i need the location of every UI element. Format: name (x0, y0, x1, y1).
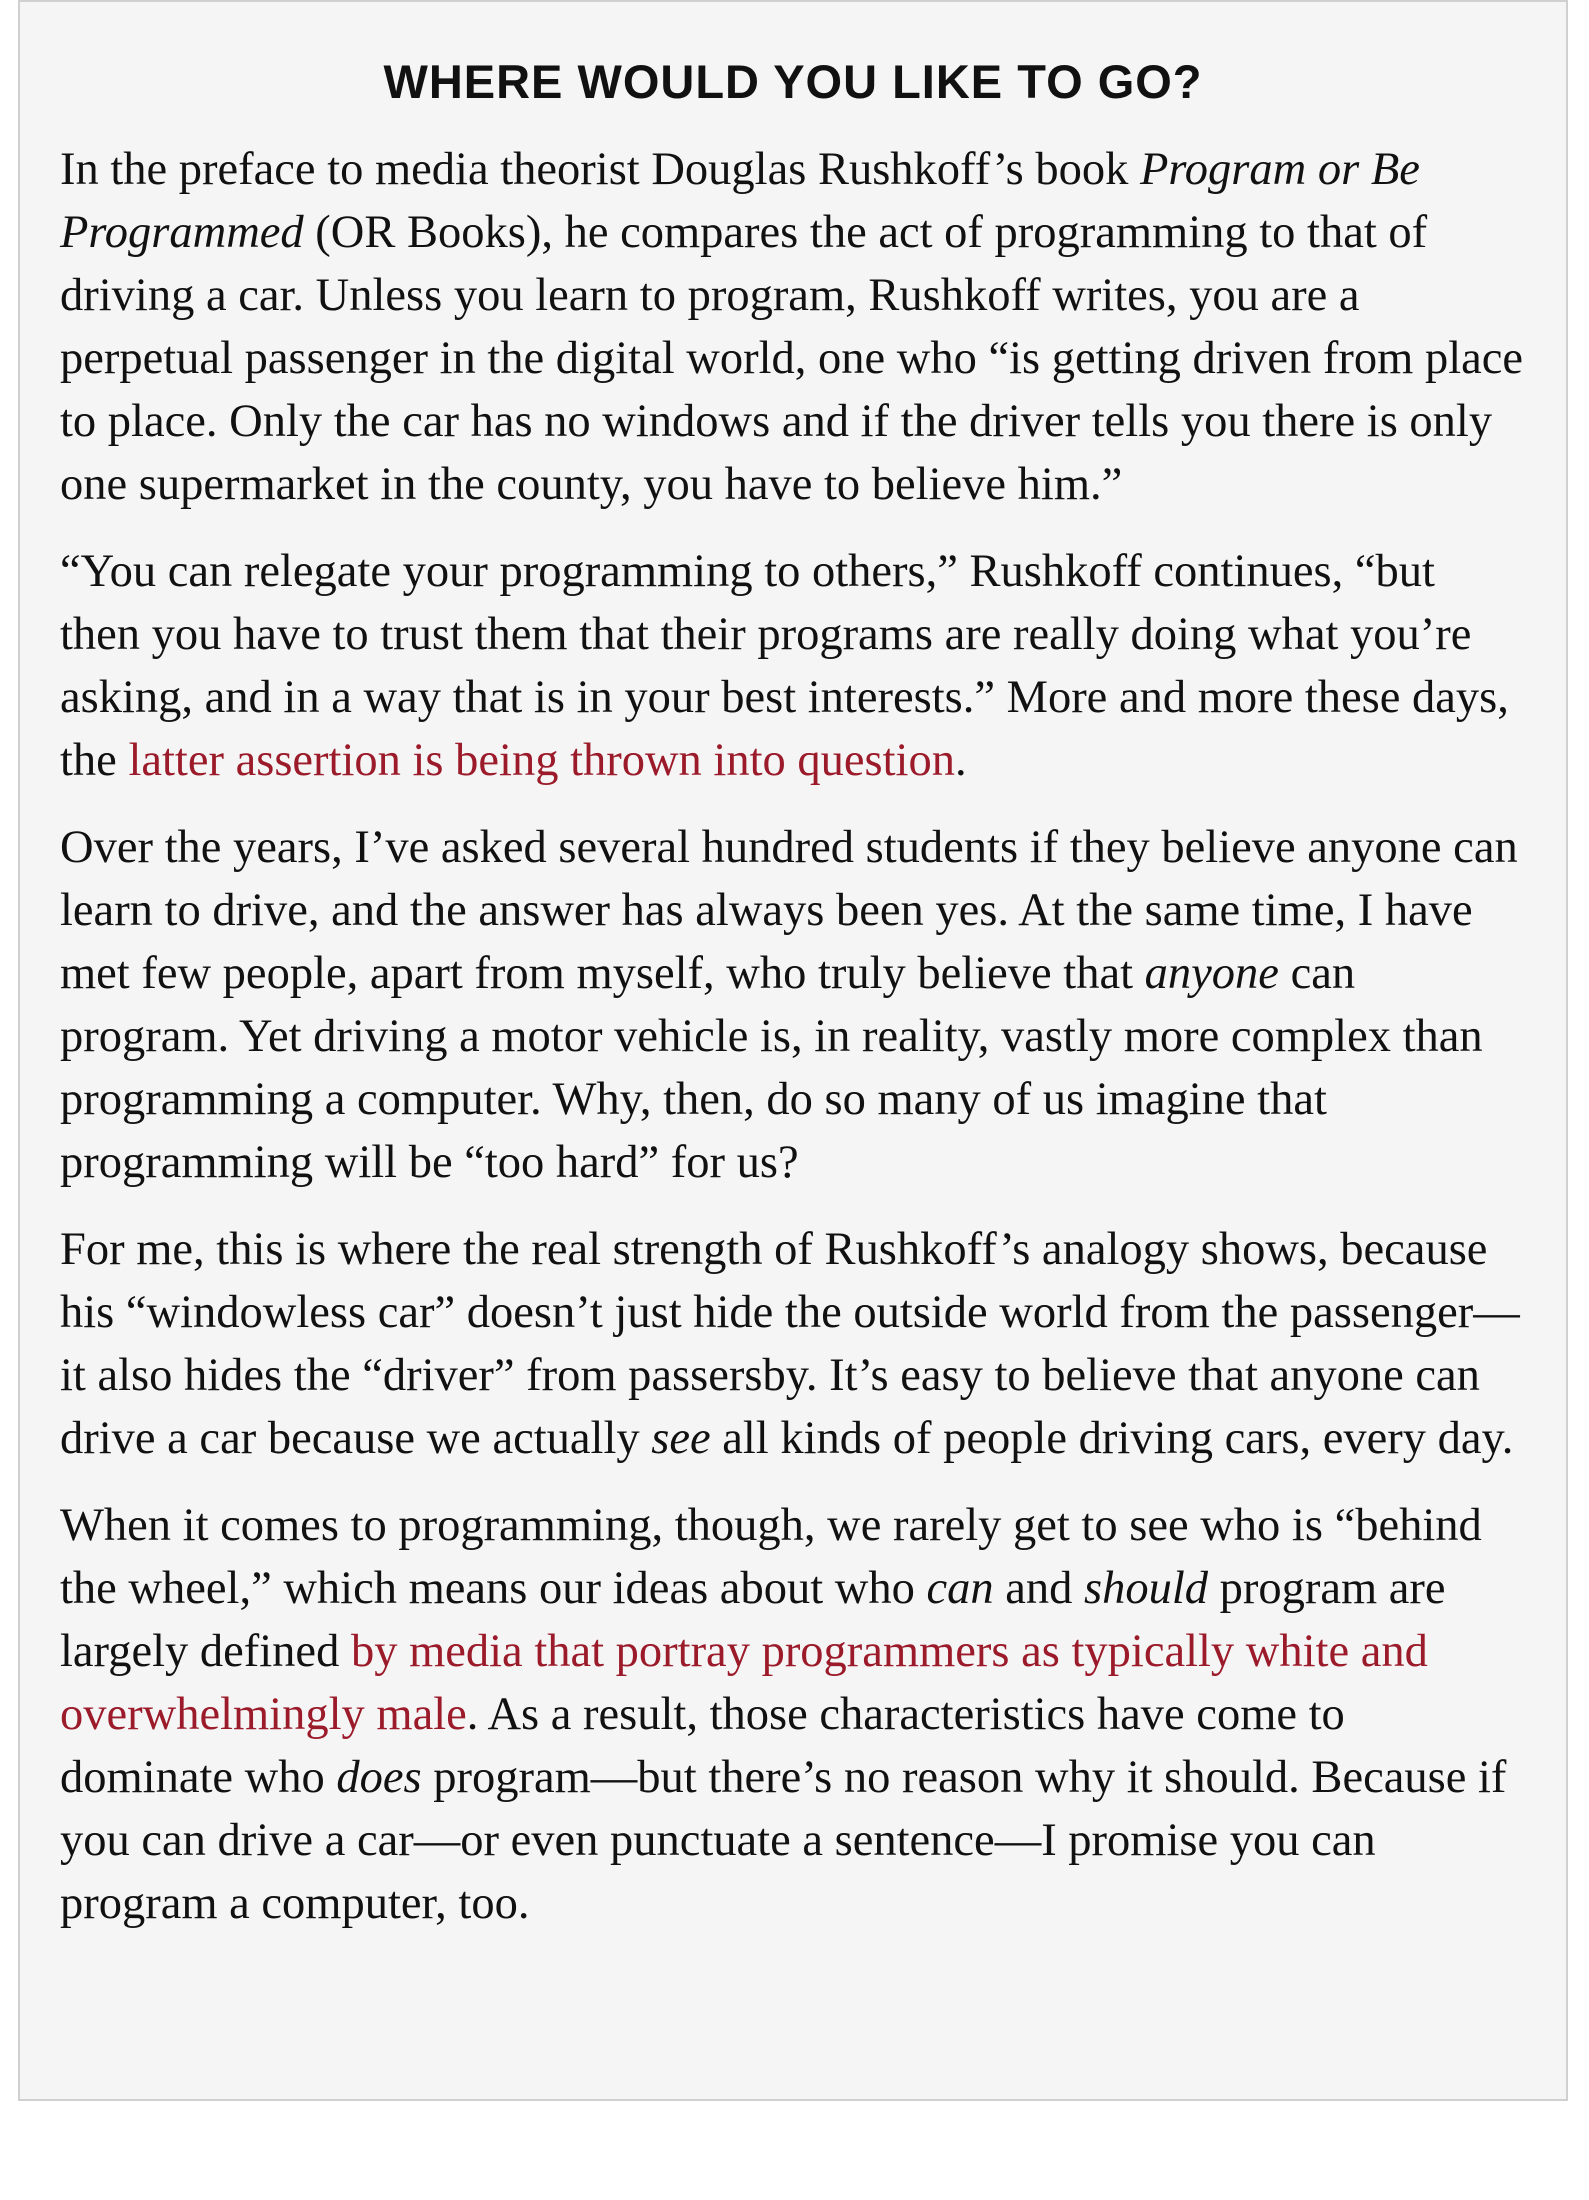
paragraph-1-text-1: In the preface to media theorist Douglas Rushkoff’s book (60, 144, 1141, 195)
paragraph-5-text-2: and (993, 1563, 1084, 1614)
paragraph-5-text-1: When it comes to programming, though, we rarely get to see who is “behind the wheel,” which means our ideas about who (60, 1500, 1482, 1614)
paragraph-1 (60, 138, 1526, 516)
emphasis-see: see (651, 1413, 711, 1464)
emphasis-does: does (336, 1752, 422, 1803)
paragraph-3-text-2: can program. Yet driving a motor vehicle is, in reality, vastly more complex than programming a computer. Why, then, do so many of us imagine that programming will be “too hard” for us? (60, 948, 1483, 1188)
emphasis-can: can (926, 1563, 994, 1614)
paragraph-4-text-1: For me, this is where the real strength of Rushkoff’s analogy shows, because his “windowless car” doesn’t just hide the outside world from the passenger—it also hides the “driver” from passersby. It’s easy to believe that anyone can drive a car because we actually (60, 1224, 1520, 1464)
paragraph-3 (60, 816, 1526, 1194)
sidebar-title: WHERE WOULD YOU LIKE TO GO? (383, 55, 1203, 108)
paragraph-2 (60, 540, 1526, 792)
media-portrayal-link[interactable]: by media that portray programmers as typically white and overwhelmingly male (60, 1626, 1428, 1740)
paragraph-4 (60, 1218, 1526, 1470)
paragraph-1-text-2: (OR Books), he compares the act of programming to that of driving a car. Unless you learn to program, Rushkoff writes, you are a perpetual passenger in the digital world, one who “is getting driven from place to place. Only the car has no windows and if the driver tells you there is only one supermarket in the county, you have to believe him.” (60, 207, 1524, 510)
sidebar-box (18, 0, 1568, 2101)
book-title: Program or Be Programmed (60, 144, 1420, 258)
paragraph-5-text-5: program—but there’s no reason why it should. Because if you can drive a car—or even punctuate a sentence—I promise you can program a computer, too. (60, 1752, 1507, 1929)
paragraph-2-text-1: “You can relegate your programming to others,” Rushkoff continues, “but then you have to trust them that their programs are really doing what you’re asking, and in a way that is in your best interests.” More and more these days, the (60, 546, 1509, 786)
paragraph-3-text-1: Over the years, I’ve asked several hundred students if they believe anyone can learn to drive, and the answer has always been yes. At the same time, I have met few people, apart from myself, who truly believe that (60, 822, 1518, 999)
paragraph-2-text-2: . (954, 735, 967, 786)
paragraph-5-text-4: . As a result, those characteristics have come to dominate who (60, 1689, 1345, 1803)
paragraph-5-text-3: program are largely defined (60, 1563, 1446, 1677)
emphasis-should: should (1083, 1563, 1208, 1614)
paragraph-4-text-2: all kinds of people driving cars, every day. (710, 1413, 1514, 1464)
latter-assertion-link[interactable]: latter assertion is being thrown into question (128, 735, 955, 786)
paragraph-5 (60, 1494, 1526, 1935)
emphasis-anyone: anyone (1144, 948, 1279, 999)
